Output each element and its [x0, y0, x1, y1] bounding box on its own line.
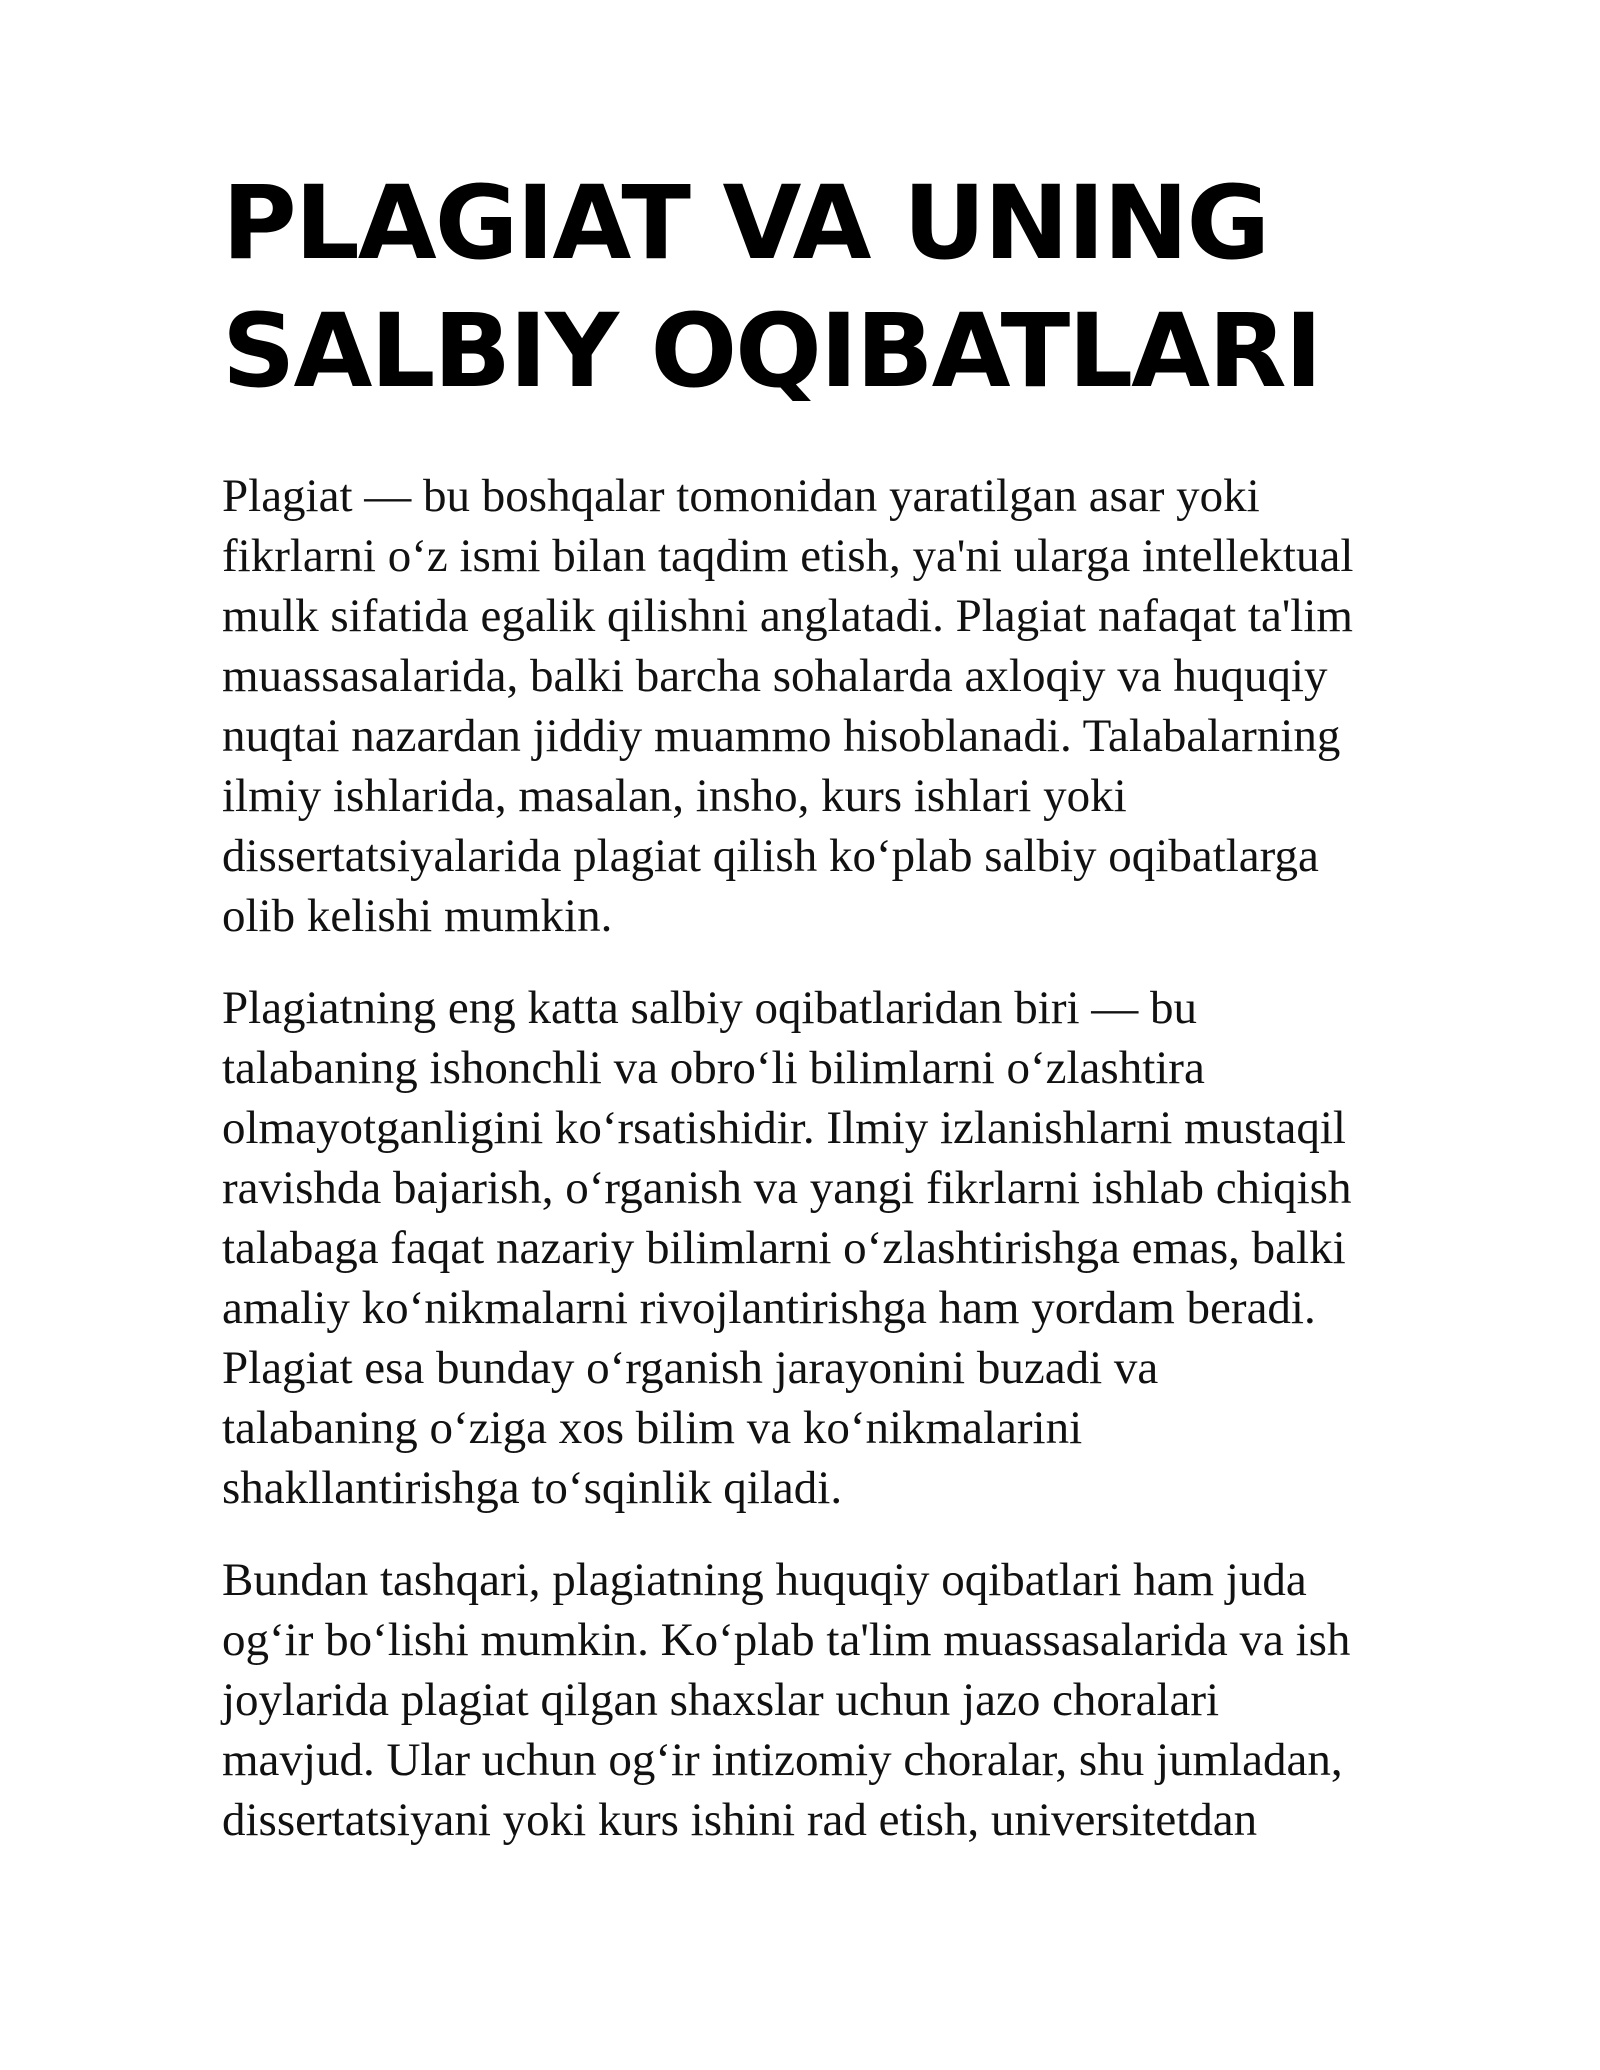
text-line: Plagiat — bu boshqalar tomonidan yaratilgan asar yoki [222, 470, 1260, 522]
text-line: mulk sifatida egalik qilishni anglatadi. Plagiat nafaqat ta'lim [222, 590, 1353, 642]
page-title [222, 160, 1512, 416]
text-line: og‘ir bo‘lishi mumkin. Ko‘plab ta'lim muassasalarida va ish [222, 1614, 1351, 1666]
text-line: nuqtai nazardan jiddiy muammo hisoblanadi. Talabalarning [222, 710, 1341, 762]
text-line: talabaga faqat nazariy bilimlarni o‘zlashtirishga emas, balki [222, 1222, 1346, 1274]
text-line: olmayotganligini ko‘rsatishidir. Ilmiy izlanishlarni mustaqil [222, 1102, 1346, 1154]
text-line: dissertatsiyani yoki kurs ishini rad etish, universitetdan [222, 1794, 1258, 1846]
text-line: fikrlarni o‘z ismi bilan taqdim etish, ya'ni ularga intellektual [222, 530, 1354, 582]
document-content [222, 160, 1512, 1882]
text-line: shakllantirishga to‘sqinlik qiladi. [222, 1462, 843, 1514]
text-line: joylarida plagiat qilgan shaxslar uchun jazo choralari [222, 1674, 1220, 1726]
title-line: SALBIY OQIBATLARI [222, 292, 1321, 411]
text-line: talabaning o‘ziga xos bilim va ko‘nikmalarini [222, 1402, 1083, 1454]
paragraph-3 [222, 1550, 1512, 1850]
document-body [222, 466, 1512, 1850]
paragraph-2 [222, 978, 1512, 1518]
text-line: dissertatsiyalarida plagiat qilish ko‘plab salbiy oqibatlarga [222, 830, 1319, 882]
paragraph-1 [222, 466, 1512, 946]
text-line: Plagiatning eng katta salbiy oqibatlaridan biri — bu [222, 982, 1198, 1034]
title-line: PLAGIAT VA UNING [222, 164, 1269, 283]
text-line: talabaning ishonchli va obro‘li bilimlarni o‘zlashtira [222, 1042, 1205, 1094]
text-line: muassasalarida, balki barcha sohalarda axloqiy va huquqiy [222, 650, 1328, 702]
text-line: Plagiat esa bunday o‘rganish jarayonini buzadi va [222, 1342, 1159, 1394]
text-line: ilmiy ishlarida, masalan, insho, kurs ishlari yoki [222, 770, 1127, 822]
text-line: ravishda bajarish, o‘rganish va yangi fikrlarni ishlab chiqish [222, 1162, 1352, 1214]
text-line: mavjud. Ular uchun og‘ir intizomiy choralar, shu jumladan, [222, 1734, 1343, 1786]
text-line: olib kelishi mumkin. [222, 890, 613, 942]
text-line: amaliy ko‘nikmalarni rivojlantirishga ham yordam beradi. [222, 1282, 1316, 1334]
text-line: Bundan tashqari, plagiatning huquqiy oqibatlari ham juda [222, 1554, 1307, 1606]
